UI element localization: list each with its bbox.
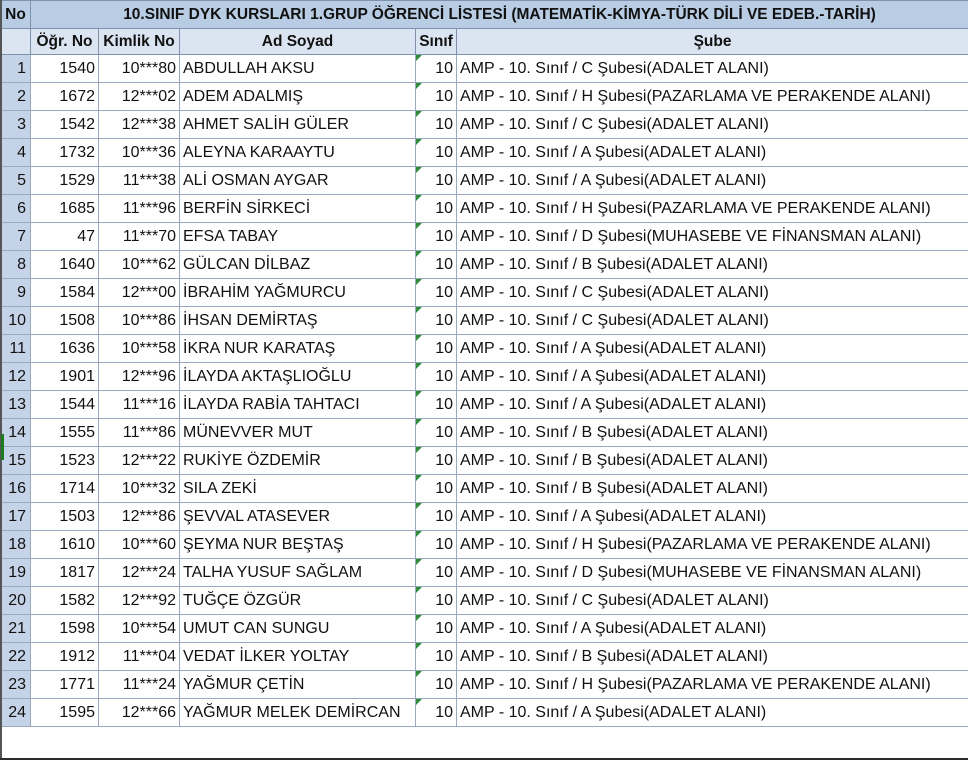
ad-soyad-cell[interactable]: BERFİN SİRKECİ [180, 195, 416, 223]
sinif-cell[interactable]: 10 [416, 475, 457, 503]
ad-soyad-cell[interactable]: TALHA YUSUF SAĞLAM [180, 559, 416, 587]
table-row [1, 587, 968, 615]
row-number-cell[interactable]: 17 [1, 503, 31, 531]
row-number-cell[interactable]: 6 [1, 195, 31, 223]
ad-soyad-cell[interactable]: İLAYDA RABİA TAHTACI [180, 391, 416, 419]
sinif-cell[interactable]: 10 [416, 419, 457, 447]
ad-soyad-cell[interactable]: ALEYNA KARAAYTU [180, 139, 416, 167]
sube-cell[interactable]: AMP - 10. Sınıf / D Şubesi(MUHASEBE VE FİNANSMAN ALANI) [457, 223, 968, 251]
ogr-no-cell[interactable]: 1582 [31, 587, 99, 615]
ogr-no-cell[interactable]: 1732 [31, 139, 99, 167]
kimlik-no-cell[interactable]: 11***16 [99, 391, 180, 419]
ogr-no-cell[interactable]: 1584 [31, 279, 99, 307]
sube-cell[interactable]: AMP - 10. Sınıf / A Şubesi(ADALET ALANI) [457, 391, 968, 419]
ogr-no-cell[interactable]: 1636 [31, 335, 99, 363]
table-row [1, 279, 968, 307]
table-row [1, 615, 968, 643]
sinif-cell[interactable]: 10 [416, 699, 457, 727]
ad-soyad-cell[interactable]: AHMET SALİH GÜLER [180, 111, 416, 139]
ogr-no-cell[interactable]: 1555 [31, 419, 99, 447]
header-sinif[interactable]: Sınıf [416, 29, 457, 55]
sube-cell[interactable]: AMP - 10. Sınıf / A Şubesi(ADALET ALANI) [457, 615, 968, 643]
ogr-no-cell[interactable]: 1544 [31, 391, 99, 419]
active-row-indicator [1, 434, 4, 460]
ad-soyad-cell[interactable]: YAĞMUR MELEK DEMİRCAN [180, 699, 416, 727]
sube-cell[interactable]: AMP - 10. Sınıf / H Şubesi(PAZARLAMA VE PERAKENDE ALANI) [457, 195, 968, 223]
header-row-number-cell[interactable] [1, 29, 31, 55]
table-row [1, 363, 968, 391]
row-number-cell[interactable]: 10 [1, 307, 31, 335]
ad-soyad-cell[interactable]: İBRAHİM YAĞMURCU [180, 279, 416, 307]
sube-cell[interactable]: AMP - 10. Sınıf / C Şubesi(ADALET ALANI) [457, 307, 968, 335]
sinif-cell[interactable]: 10 [416, 531, 457, 559]
ad-soyad-cell[interactable]: VEDAT İLKER YOLTAY [180, 643, 416, 671]
sube-cell[interactable]: AMP - 10. Sınıf / C Şubesi(ADALET ALANI) [457, 55, 968, 83]
sheet-title-cell[interactable]: 10.SINIF DYK KURSLARI 1.GRUP ÖĞRENCİ LİSTESİ (MATEMATİK-KİMYA-TÜRK DİLİ VE EDEB.-TARİH) [31, 1, 968, 29]
row-number-cell[interactable]: 19 [1, 559, 31, 587]
ad-soyad-cell[interactable]: TUĞÇE ÖZGÜR [180, 587, 416, 615]
kimlik-no-cell[interactable]: 10***86 [99, 307, 180, 335]
kimlik-no-cell[interactable]: 10***54 [99, 615, 180, 643]
row-number-cell[interactable]: 16 [1, 475, 31, 503]
table-row [1, 55, 968, 83]
sube-cell[interactable]: AMP - 10. Sınıf / A Şubesi(ADALET ALANI) [457, 139, 968, 167]
ogr-no-cell[interactable]: 47 [31, 223, 99, 251]
ogr-no-cell[interactable]: 1901 [31, 363, 99, 391]
kimlik-no-cell[interactable]: 12***38 [99, 111, 180, 139]
ad-soyad-cell[interactable]: YAĞMUR ÇETİN [180, 671, 416, 699]
sinif-cell[interactable]: 10 [416, 363, 457, 391]
ad-soyad-cell[interactable]: SILA ZEKİ [180, 475, 416, 503]
ogr-no-cell[interactable]: 1503 [31, 503, 99, 531]
table-row [1, 195, 968, 223]
sube-cell[interactable]: AMP - 10. Sınıf / B Şubesi(ADALET ALANI) [457, 419, 968, 447]
sinif-cell[interactable]: 10 [416, 391, 457, 419]
sube-cell[interactable]: AMP - 10. Sınıf / A Şubesi(ADALET ALANI) [457, 167, 968, 195]
ad-soyad-cell[interactable]: İHSAN DEMİRTAŞ [180, 307, 416, 335]
table-row [1, 111, 968, 139]
ogr-no-cell[interactable]: 1523 [31, 447, 99, 475]
kimlik-no-cell[interactable]: 12***96 [99, 363, 180, 391]
sube-cell[interactable]: AMP - 10. Sınıf / B Şubesi(ADALET ALANI) [457, 643, 968, 671]
row-number-cell[interactable]: 1 [1, 55, 31, 83]
row-number-cell[interactable]: 14 [1, 419, 31, 447]
ogr-no-cell[interactable]: 1912 [31, 643, 99, 671]
sinif-cell[interactable]: 10 [416, 223, 457, 251]
table-row [1, 699, 968, 727]
sube-cell[interactable]: AMP - 10. Sınıf / A Şubesi(ADALET ALANI) [457, 335, 968, 363]
ogr-no-cell[interactable]: 1672 [31, 83, 99, 111]
sheet-left-border [0, 0, 2, 758]
sube-cell[interactable]: AMP - 10. Sınıf / B Şubesi(ADALET ALANI) [457, 475, 968, 503]
header-ogr-no[interactable]: Öğr. No [31, 29, 99, 55]
sube-cell[interactable]: AMP - 10. Sınıf / B Şubesi(ADALET ALANI) [457, 447, 968, 475]
sinif-cell[interactable]: 10 [416, 671, 457, 699]
kimlik-no-cell[interactable]: 10***62 [99, 251, 180, 279]
ad-soyad-cell[interactable]: MÜNEVVER MUT [180, 419, 416, 447]
ad-soyad-cell[interactable]: ABDULLAH AKSU [180, 55, 416, 83]
kimlik-no-cell[interactable]: 10***58 [99, 335, 180, 363]
ad-soyad-cell[interactable]: GÜLCAN DİLBAZ [180, 251, 416, 279]
sinif-cell[interactable]: 10 [416, 195, 457, 223]
row-number-cell[interactable]: 11 [1, 335, 31, 363]
row-number-cell[interactable]: 3 [1, 111, 31, 139]
table-row [1, 559, 968, 587]
header-kimlik-no[interactable]: Kimlik No [99, 29, 180, 55]
row-number-cell[interactable]: 18 [1, 531, 31, 559]
table-row [1, 503, 968, 531]
sinif-cell[interactable]: 10 [416, 559, 457, 587]
kimlik-no-cell[interactable]: 11***70 [99, 223, 180, 251]
row-number-cell[interactable]: 15 [1, 447, 31, 475]
kimlik-no-cell[interactable]: 12***92 [99, 587, 180, 615]
ogr-no-cell[interactable]: 1714 [31, 475, 99, 503]
kimlik-no-cell[interactable]: 12***22 [99, 447, 180, 475]
sinif-cell[interactable]: 10 [416, 447, 457, 475]
kimlik-no-cell[interactable]: 11***86 [99, 419, 180, 447]
row-number-cell[interactable]: 22 [1, 643, 31, 671]
ad-soyad-cell[interactable]: EFSA TABAY [180, 223, 416, 251]
kimlik-no-cell[interactable]: 10***60 [99, 531, 180, 559]
ad-soyad-cell[interactable]: ŞEVVAL ATASEVER [180, 503, 416, 531]
table-row [1, 251, 968, 279]
row-number-cell[interactable]: 7 [1, 223, 31, 251]
ogr-no-cell[interactable]: 1610 [31, 531, 99, 559]
sube-cell[interactable]: AMP - 10. Sınıf / A Şubesi(ADALET ALANI) [457, 363, 968, 391]
row-number-cell[interactable]: 5 [1, 167, 31, 195]
kimlik-no-cell[interactable]: 12***02 [99, 83, 180, 111]
kimlik-no-cell[interactable]: 11***96 [99, 195, 180, 223]
row-number-cell[interactable]: 4 [1, 139, 31, 167]
column-header-row [1, 29, 968, 55]
ogr-no-cell[interactable]: 1685 [31, 195, 99, 223]
table-row [1, 83, 968, 111]
no-header-cell[interactable]: No [1, 1, 31, 29]
table-row [1, 391, 968, 419]
sube-cell[interactable]: AMP - 10. Sınıf / A Şubesi(ADALET ALANI) [457, 699, 968, 727]
sube-cell[interactable]: AMP - 10. Sınıf / D Şubesi(MUHASEBE VE FİNANSMAN ALANI) [457, 559, 968, 587]
ad-soyad-cell[interactable]: ALİ OSMAN AYGAR [180, 167, 416, 195]
ad-soyad-cell[interactable]: RUKİYE ÖZDEMİR [180, 447, 416, 475]
ad-soyad-cell[interactable]: İKRA NUR KARATAŞ [180, 335, 416, 363]
row-number-cell[interactable]: 2 [1, 83, 31, 111]
table-row [1, 335, 968, 363]
ogr-no-cell[interactable]: 1540 [31, 55, 99, 83]
sinif-cell[interactable]: 10 [416, 643, 457, 671]
sinif-cell[interactable]: 10 [416, 307, 457, 335]
sinif-cell[interactable]: 10 [416, 279, 457, 307]
kimlik-no-cell[interactable]: 11***04 [99, 643, 180, 671]
sinif-cell[interactable]: 10 [416, 335, 457, 363]
ad-soyad-cell[interactable]: ŞEYMA NUR BEŞTAŞ [180, 531, 416, 559]
table-row [1, 307, 968, 335]
sinif-cell[interactable]: 10 [416, 139, 457, 167]
sinif-cell[interactable]: 10 [416, 587, 457, 615]
table-row [1, 447, 968, 475]
kimlik-no-cell[interactable]: 11***24 [99, 671, 180, 699]
ogr-no-cell[interactable]: 1542 [31, 111, 99, 139]
sube-cell[interactable]: AMP - 10. Sınıf / H Şubesi(PAZARLAMA VE PERAKENDE ALANI) [457, 531, 968, 559]
kimlik-no-cell[interactable]: 12***86 [99, 503, 180, 531]
header-sube[interactable]: Şube [457, 29, 968, 55]
ogr-no-cell[interactable]: 1529 [31, 167, 99, 195]
sube-cell[interactable]: AMP - 10. Sınıf / B Şubesi(ADALET ALANI) [457, 251, 968, 279]
kimlik-no-cell[interactable]: 12***24 [99, 559, 180, 587]
sube-cell[interactable]: AMP - 10. Sınıf / C Şubesi(ADALET ALANI) [457, 279, 968, 307]
row-number-cell[interactable]: 24 [1, 699, 31, 727]
ogr-no-cell[interactable]: 1595 [31, 699, 99, 727]
ad-soyad-cell[interactable]: UMUT CAN SUNGU [180, 615, 416, 643]
title-row [1, 1, 968, 29]
ogr-no-cell[interactable]: 1508 [31, 307, 99, 335]
row-number-cell[interactable]: 21 [1, 615, 31, 643]
table-row [1, 139, 968, 167]
table-row [1, 419, 968, 447]
sube-cell[interactable]: AMP - 10. Sınıf / A Şubesi(ADALET ALANI) [457, 503, 968, 531]
sube-cell[interactable]: AMP - 10. Sınıf / H Şubesi(PAZARLAMA VE PERAKENDE ALANI) [457, 83, 968, 111]
table-row [1, 475, 968, 503]
ogr-no-cell[interactable]: 1771 [31, 671, 99, 699]
ad-soyad-cell[interactable]: ADEM ADALMIŞ [180, 83, 416, 111]
sube-cell[interactable]: AMP - 10. Sınıf / C Şubesi(ADALET ALANI) [457, 111, 968, 139]
sinif-cell[interactable]: 10 [416, 503, 457, 531]
kimlik-no-cell[interactable]: 10***32 [99, 475, 180, 503]
sheet-bottom-border [0, 758, 968, 760]
ogr-no-cell[interactable]: 1598 [31, 615, 99, 643]
kimlik-no-cell[interactable]: 11***38 [99, 167, 180, 195]
sube-cell[interactable]: AMP - 10. Sınıf / C Şubesi(ADALET ALANI) [457, 587, 968, 615]
ogr-no-cell[interactable]: 1640 [31, 251, 99, 279]
row-number-cell[interactable]: 12 [1, 363, 31, 391]
row-number-cell[interactable]: 8 [1, 251, 31, 279]
ogr-no-cell[interactable]: 1817 [31, 559, 99, 587]
sinif-cell[interactable]: 10 [416, 615, 457, 643]
sinif-cell[interactable]: 10 [416, 167, 457, 195]
ad-soyad-cell[interactable]: İLAYDA AKTAŞLIOĞLU [180, 363, 416, 391]
table-row [1, 531, 968, 559]
row-number-cell[interactable]: 20 [1, 587, 31, 615]
header-ad-soyad[interactable]: Ad Soyad [180, 29, 416, 55]
sinif-cell[interactable]: 10 [416, 111, 457, 139]
kimlik-no-cell[interactable]: 10***80 [99, 55, 180, 83]
kimlik-no-cell[interactable]: 10***36 [99, 139, 180, 167]
sinif-cell[interactable]: 10 [416, 251, 457, 279]
sinif-cell[interactable]: 10 [416, 83, 457, 111]
table-row [1, 671, 968, 699]
sube-cell[interactable]: AMP - 10. Sınıf / H Şubesi(PAZARLAMA VE PERAKENDE ALANI) [457, 671, 968, 699]
table-row [1, 223, 968, 251]
sinif-cell[interactable]: 10 [416, 55, 457, 83]
table-row [1, 167, 968, 195]
row-number-cell[interactable]: 13 [1, 391, 31, 419]
table-row [1, 643, 968, 671]
kimlik-no-cell[interactable]: 12***66 [99, 699, 180, 727]
kimlik-no-cell[interactable]: 12***00 [99, 279, 180, 307]
row-number-cell[interactable]: 9 [1, 279, 31, 307]
row-number-cell[interactable]: 23 [1, 671, 31, 699]
